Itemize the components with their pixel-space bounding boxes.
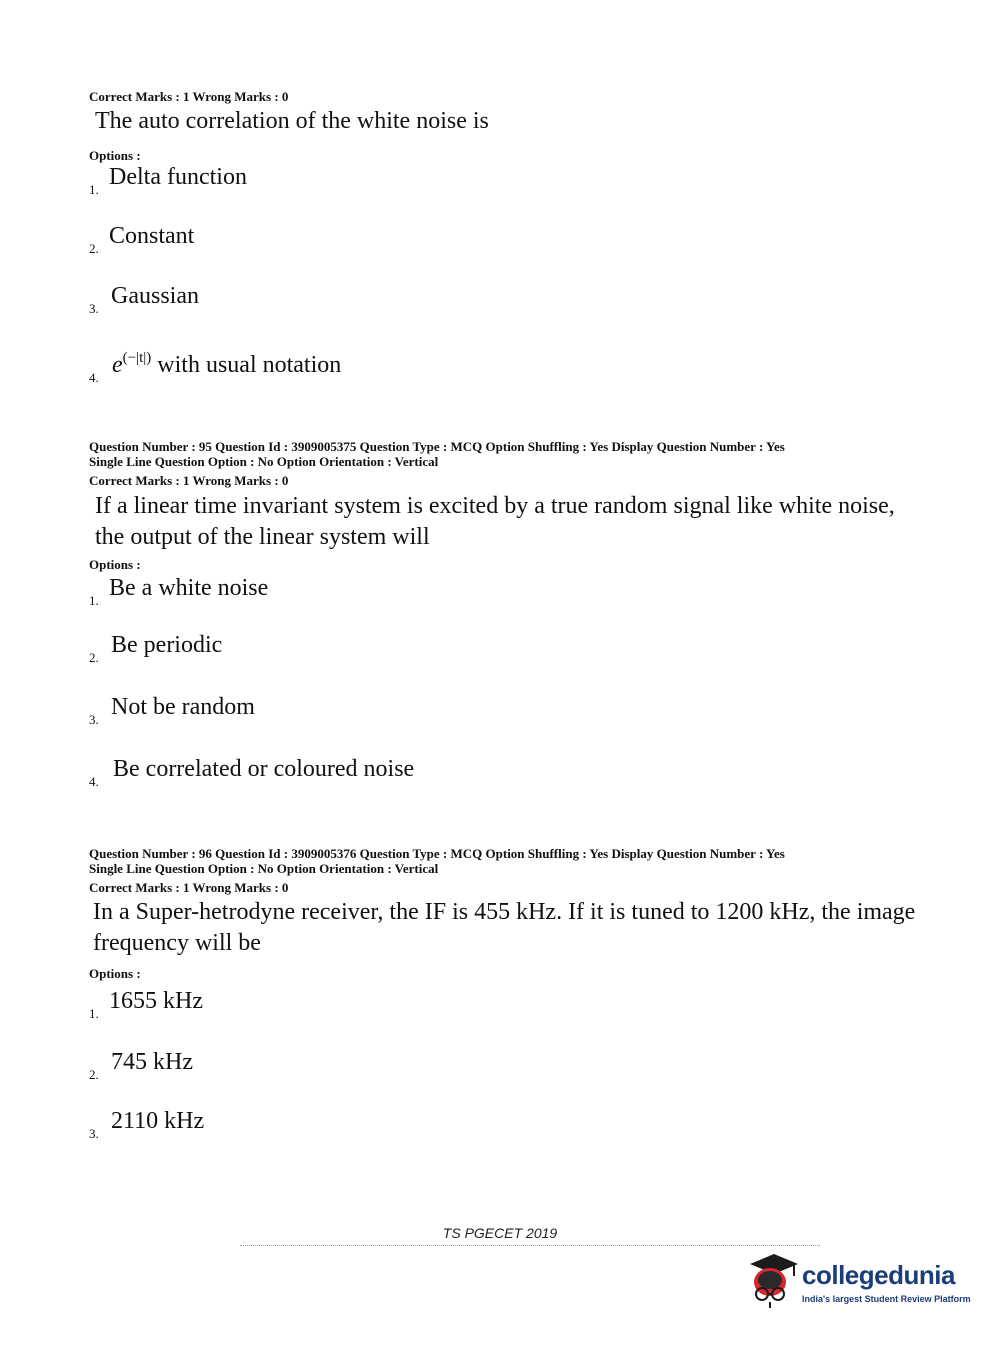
logo-wordmark: collegedunia <box>802 1260 955 1290</box>
option-number: 1. <box>89 1006 99 1021</box>
q95-option-3 <box>89 694 255 728</box>
option-text: Not be random <box>111 694 255 720</box>
q96-option-1 <box>89 988 203 1022</box>
q95-options-label: Options : <box>89 557 141 572</box>
q95-option-2 <box>89 632 222 666</box>
option-number: 1. <box>89 593 99 608</box>
option-text: Gaussian <box>111 283 199 309</box>
option-number: 1. <box>89 182 99 197</box>
option-text: 2110 kHz <box>111 1108 205 1134</box>
q94-option-1 <box>89 164 247 198</box>
q94-option-2 <box>89 223 194 257</box>
collegedunia-logo <box>740 1250 970 1310</box>
q96-meta-line-2: Single Line Question Option : No Option Orientation : Vertical <box>89 861 439 876</box>
option-number: 3. <box>89 712 99 727</box>
mascot-icon <box>740 1250 802 1310</box>
option-text: 745 kHz <box>111 1049 193 1075</box>
q95-question-line-2: the output of the linear system will <box>95 524 430 550</box>
q95-meta-line-1: Question Number : 95 Question Id : 3909005375 Question Type : MCQ Option Shuffling : Yes Display Question Number : Yes <box>89 439 785 454</box>
q96-meta-line-1: Question Number : 96 Question Id : 3909005376 Question Type : MCQ Option Shuffling : Yes Display Question Number : Yes <box>89 846 785 861</box>
q94-options-label: Options : <box>89 148 141 163</box>
q95-meta-line-2: Single Line Question Option : No Option Orientation : Vertical <box>89 454 439 469</box>
q94-option-3 <box>89 283 199 317</box>
q96-marks: Correct Marks : 1 Wrong Marks : 0 <box>89 880 289 895</box>
option-text: Be correlated or coloured noise <box>113 756 415 782</box>
q96-option-3 <box>89 1108 204 1142</box>
option-text: 1655 kHz <box>109 988 203 1014</box>
option-text: with usual notation <box>151 352 342 378</box>
option-number: 3. <box>89 301 99 316</box>
option-text: Be a white noise <box>109 575 269 601</box>
exponential-base: e <box>112 352 123 378</box>
option-text: Constant <box>109 223 195 249</box>
option-number: 2. <box>89 1067 99 1082</box>
option-number: 2. <box>89 241 99 256</box>
q94-option-4 <box>89 352 341 386</box>
option-text: Be periodic <box>111 632 223 658</box>
q96-option-2 <box>89 1049 193 1083</box>
exam-footer: TS PGECET 2019 <box>442 1225 558 1241</box>
q96-options-label: Options : <box>89 966 141 981</box>
q95-question-line-1: If a linear time invariant system is excited by a true random signal like white noise, <box>95 493 895 519</box>
q95-marks: Correct Marks : 1 Wrong Marks : 0 <box>89 473 289 488</box>
option-text-math <box>109 352 341 378</box>
footer-divider <box>240 1245 820 1246</box>
option-text: Delta function <box>109 164 247 190</box>
option-number: 4. <box>89 774 99 789</box>
option-number: 4. <box>89 370 99 385</box>
q96-question-line-2: frequency will be <box>93 930 261 956</box>
exponential-exponent: (−|t|) <box>122 350 152 366</box>
option-number: 2. <box>89 650 99 665</box>
option-number: 3. <box>89 1126 99 1141</box>
q95-option-1 <box>89 575 268 609</box>
q96-question-line-1: In a Super-hetrodyne receiver, the IF is 455 kHz. If it is tuned to 1200 kHz, the image <box>93 899 916 925</box>
logo-tagline: India's largest Student Review Platform <box>802 1294 971 1304</box>
q95-option-4 <box>89 756 414 790</box>
q94-marks: Correct Marks : 1 Wrong Marks : 0 <box>89 89 289 104</box>
q94-question-text: The auto correlation of the white noise is <box>95 108 489 134</box>
